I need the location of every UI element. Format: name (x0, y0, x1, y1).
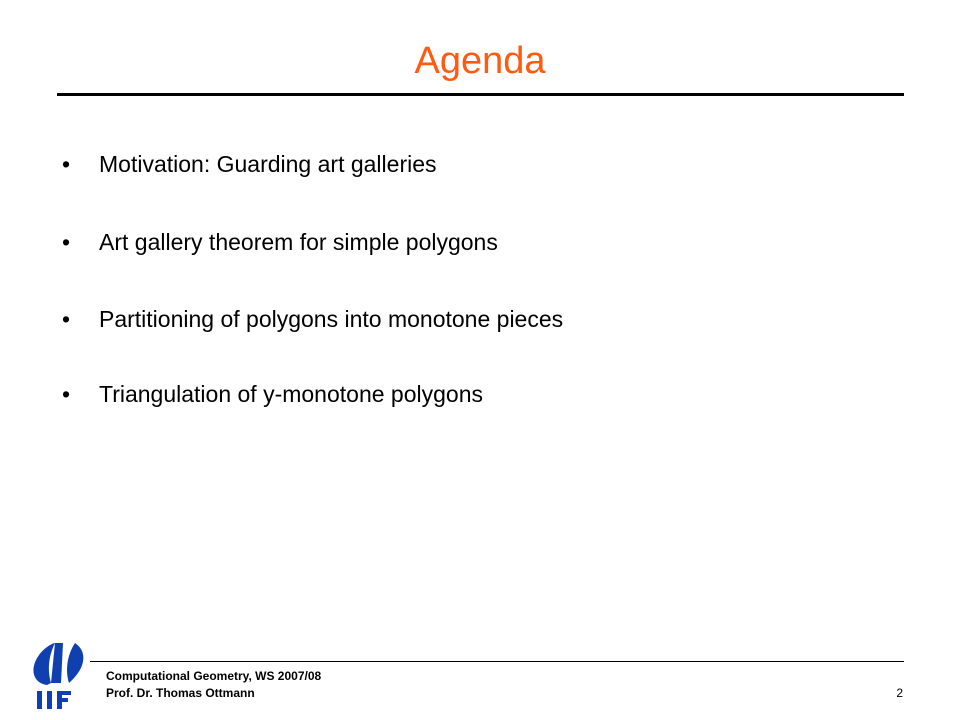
footer-author: Prof. Dr. Thomas Ottmann (106, 686, 255, 700)
page-number: 2 (896, 686, 903, 700)
bullet-text: Triangulation of y-monotone polygons (99, 381, 483, 407)
bullet-icon: • (62, 306, 71, 332)
slide-title: Agenda (414, 40, 546, 82)
bullet-text: Art gallery theorem for simple polygons (99, 229, 498, 255)
bullet-text: Partitioning of polygons into monotone pieces (99, 306, 564, 332)
iif-logo-icon (25, 633, 105, 713)
bullet-icon: • (62, 151, 71, 177)
bullet-icon: • (62, 381, 71, 407)
footer-course: Computational Geometry, WS 2007/08 (106, 669, 322, 683)
footer-divider (90, 661, 904, 662)
bullet-icon: • (62, 229, 71, 255)
bullet-text: Motivation: Guarding art galleries (99, 151, 437, 177)
